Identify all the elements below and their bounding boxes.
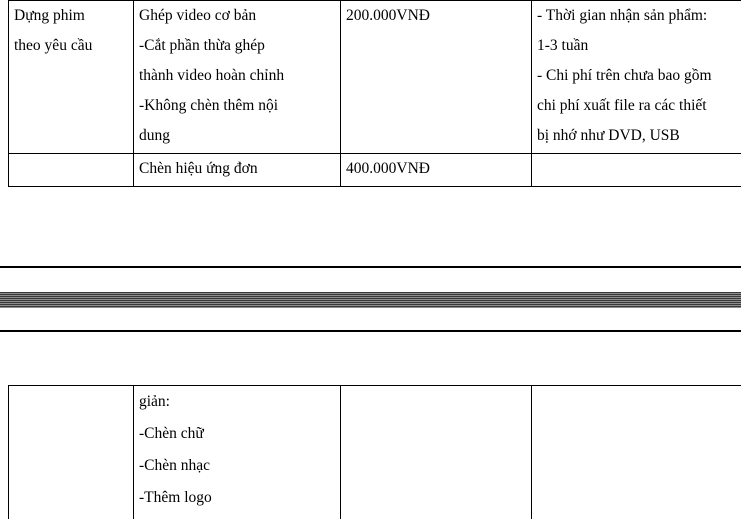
cell-price: [341, 386, 532, 519]
cell-line: -Thêm logo: [139, 482, 335, 514]
cell-line: 200.000VNĐ: [346, 1, 526, 31]
page-divider-top: [0, 266, 741, 268]
cell-line: giản:: [139, 386, 335, 418]
cell-line: bị nhớ như DVD, USB: [537, 121, 741, 151]
cell-service: [9, 386, 134, 519]
cell-line: [537, 386, 741, 418]
cell-notes: [532, 154, 741, 187]
cell-line: Chèn hiệu ứng đơn: [139, 154, 335, 184]
table-row: [9, 154, 741, 187]
cell-line: thành video hoàn chỉnh: [139, 61, 335, 91]
cell-line: Ghép video cơ bản: [139, 1, 335, 31]
cell-description: [134, 154, 341, 187]
page-break-band: [0, 292, 741, 308]
page-divider-bottom: [0, 330, 741, 332]
cell-price: [341, 154, 532, 187]
table-row: [9, 1, 741, 154]
cell-line: [537, 154, 741, 184]
cell-line: theo yêu cầu: [14, 31, 128, 61]
cell-line: - Thời gian nhận sản phẩm:: [537, 1, 741, 31]
pricing-table-bottom: [8, 385, 741, 519]
cell-notes: [532, 386, 741, 519]
cell-service: [9, 154, 134, 187]
cell-line: 400.000VNĐ: [346, 154, 526, 184]
cell-line: -Cắt phần thừa ghép: [139, 31, 335, 61]
pricing-table-top: [8, 0, 741, 187]
cell-line: -Chèn nhạc: [139, 450, 335, 482]
cell-description: [134, 1, 341, 154]
cell-line: -Không chèn thêm nội: [139, 91, 335, 121]
cell-service: [9, 1, 134, 154]
cell-line: chi phí xuất file ra các thiết: [537, 91, 741, 121]
cell-description: [134, 386, 341, 519]
cell-line: dung: [139, 121, 335, 151]
cell-price: [341, 1, 532, 154]
cell-line: -Chèn chữ: [139, 418, 335, 450]
cell-line: - Chi phí trên chưa bao gồm: [537, 61, 741, 91]
cell-notes: [532, 1, 741, 154]
cell-line: Dựng phim: [14, 1, 128, 31]
table-row: [9, 386, 741, 519]
cell-line: 1-3 tuần: [537, 31, 741, 61]
